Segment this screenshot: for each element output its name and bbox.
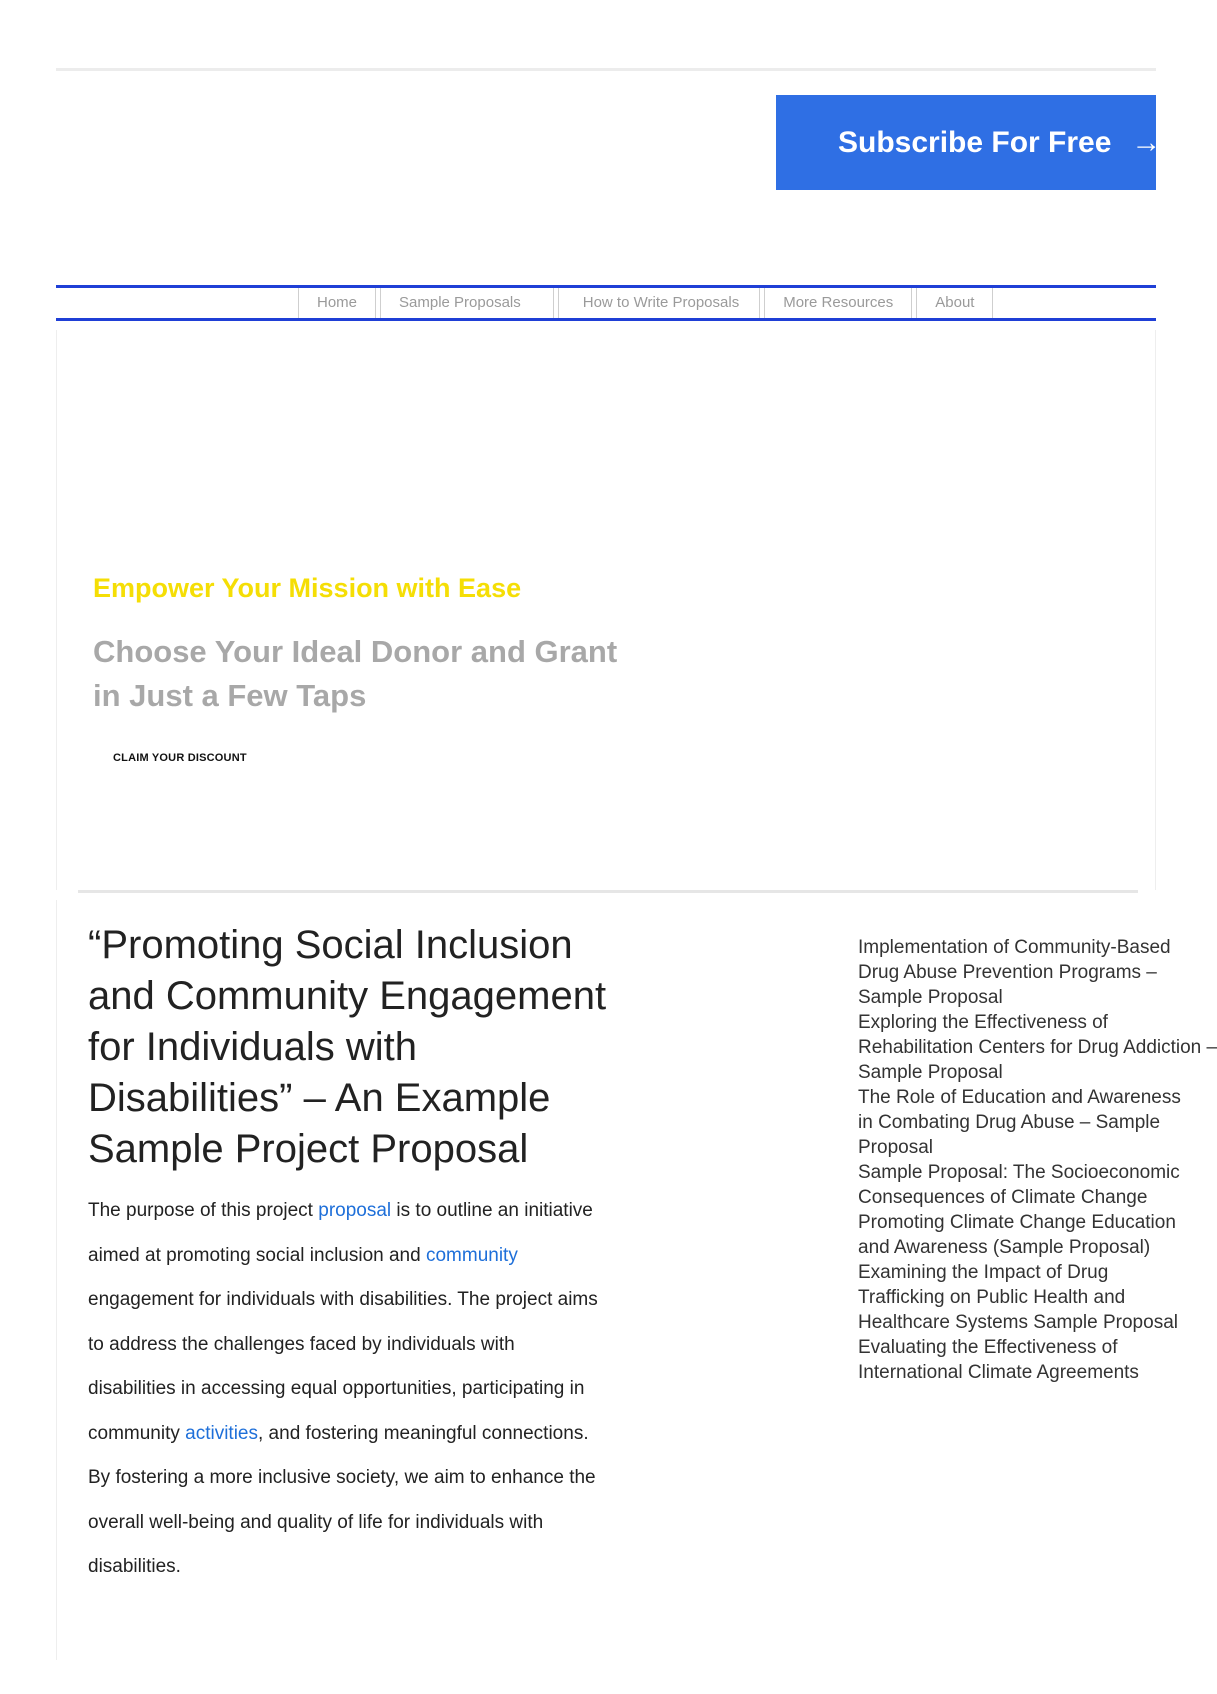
- subscribe-label: Subscribe For Free: [838, 125, 1112, 159]
- section-divider: [78, 890, 1138, 893]
- related-post-line: International Climate Agreements: [858, 1362, 1139, 1383]
- related-post-line: Sample Proposal: [858, 1062, 1003, 1083]
- content-left-border: [56, 900, 57, 1660]
- subscribe-button[interactable]: [776, 95, 1162, 190]
- article-text: , and fostering meaningful connections. By fostering a more inclusive society, we aim to enhance the overall well-being and quality of life for individuals with disabilities.: [88, 1422, 596, 1577]
- related-post-line: Promoting Climate Change Education: [858, 1212, 1176, 1233]
- related-post-link[interactable]: [858, 1010, 1217, 1085]
- related-post-line: Evaluating the Effectiveness of: [858, 1337, 1118, 1358]
- related-post-link[interactable]: [858, 1160, 1180, 1210]
- nav-item-more-resources[interactable]: More Resources: [764, 288, 912, 318]
- nav-item-about[interactable]: About: [916, 288, 993, 318]
- article: [88, 920, 608, 1590]
- related-post-line: Consequences of Climate Change: [858, 1187, 1148, 1208]
- nav-item-how-to-write[interactable]: How to Write Proposals: [558, 288, 760, 318]
- related-post-line: and Awareness (Sample Proposal): [858, 1237, 1151, 1258]
- promo-title: Choose Your Ideal Donor and Grant in Just a Few Taps: [93, 634, 618, 713]
- community-link[interactable]: community: [425, 1244, 518, 1266]
- related-post-line: Proposal: [858, 1137, 933, 1158]
- article-text: The purpose of this project: [88, 1200, 319, 1221]
- nav-bottom-border: [56, 318, 1156, 321]
- related-post-line: Rehabilitation Centers for Drug Addiction –: [858, 1037, 1217, 1058]
- main-nav: [298, 288, 997, 318]
- related-post-link[interactable]: [858, 1335, 1158, 1385]
- related-post-link[interactable]: [858, 1085, 1181, 1160]
- nav-item-home[interactable]: Home: [298, 288, 376, 318]
- related-post-line: Drug Abuse Prevention Programs –: [858, 962, 1157, 983]
- related-post-line: Examining the Impact of Drug: [858, 1262, 1109, 1283]
- related-post-link[interactable]: [858, 1210, 1176, 1260]
- related-post-line: Exploring the Effectiveness of: [858, 1012, 1108, 1033]
- related-post-line: Sample Proposal: [858, 987, 1003, 1008]
- related-posts-sidebar: [858, 935, 1217, 1385]
- related-post-line: Trafficking on Public Health and: [858, 1287, 1126, 1308]
- related-post-line: The Role of Education and Awareness: [858, 1087, 1181, 1108]
- related-post-link[interactable]: [858, 935, 1171, 1010]
- related-post-line: Sample Proposal: The Socioeconomic: [858, 1162, 1180, 1183]
- top-divider: [56, 68, 1156, 71]
- article-paragraph: [88, 1189, 598, 1590]
- promo-kicker: Empower Your Mission with Ease: [93, 573, 522, 603]
- promo-banner: [56, 330, 1156, 890]
- article-text: is to outline an initiative aimed at promoting social inclusion and: [88, 1200, 593, 1266]
- claim-discount-button[interactable]: CLAIM YOUR DISCOUNT: [113, 752, 247, 764]
- proposal-link[interactable]: proposal: [318, 1200, 392, 1221]
- related-post-line: Healthcare Systems Sample Proposal: [858, 1312, 1178, 1333]
- related-post-link[interactable]: [858, 1260, 1178, 1335]
- related-post-line: Implementation of Community-Based: [858, 937, 1171, 958]
- activities-link[interactable]: activities: [185, 1422, 258, 1444]
- arrow-right-icon: →: [1131, 125, 1162, 159]
- article-title: “Promoting Social Inclusion and Community Engagement for Individuals with Disabilities” – An Example Sample Project Proposal: [88, 923, 607, 1171]
- related-post-line: in Combating Drug Abuse – Sample: [858, 1112, 1161, 1133]
- article-text: engagement for individuals with disabilities. The project aims to address the challenges faced by individuals with disabilities in accessing equal opportunities, participating in community: [88, 1289, 598, 1444]
- nav-item-sample-proposals[interactable]: Sample Proposals: [380, 288, 554, 318]
